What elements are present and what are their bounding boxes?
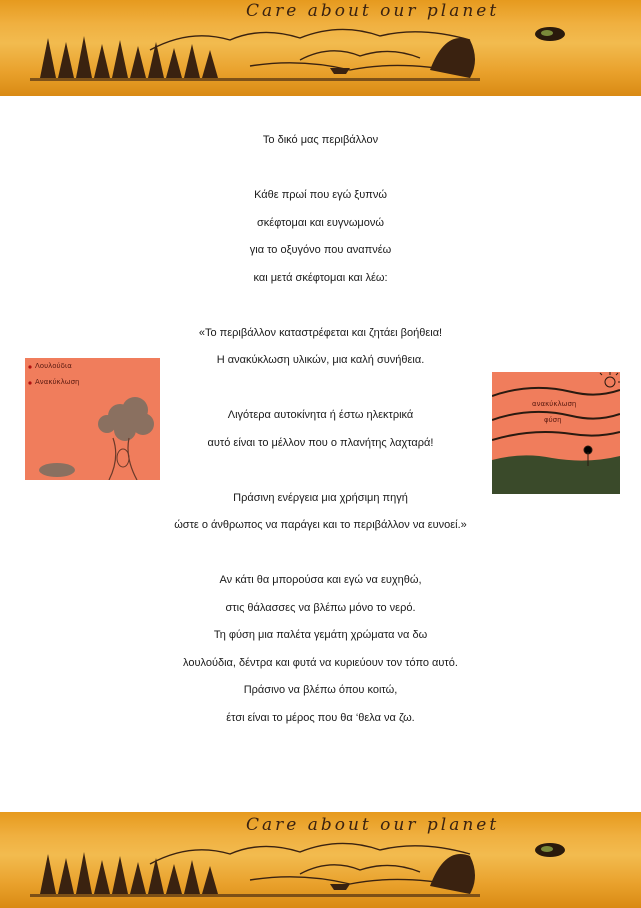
poem-line: σκέφτομαι και ευγνωμονώ [257, 216, 384, 229]
poem-line: αυτό είναι το μέλλον που ο πλανήτης λαχταρά! [207, 436, 434, 449]
poem-line: «Το περιβάλλον καταστρέφεται και ζητάει βοήθεια! [198, 326, 443, 339]
globe-icon [535, 27, 565, 41]
globe-icon [535, 843, 565, 857]
bottom-banner [0, 812, 641, 908]
poem-line: Η ανακύκλωση υλικών, μια καλή συνήθεια. [216, 354, 425, 366]
note-nature: φύση [544, 416, 562, 424]
poem-line: Τη φύση μια παλέτα γεμάτη χρώματα να δω [213, 629, 428, 641]
top-banner [0, 0, 641, 96]
note-recycling: Ανακύκλωση [35, 378, 80, 386]
poem-line: λουλούδια, δέντρα και φυτά να κυριεύουν τον τόπο αυτό. [183, 656, 458, 669]
poem-title: Το δικό μας περιβάλλον [262, 134, 379, 146]
poem-line: Πράσινο να βλέπω όπου κοιτώ, [243, 684, 398, 696]
poem-line: Αν κάτι θα μπορούσα και εγώ να ευχηθώ, [219, 574, 422, 586]
note-flowers: Λουλούδια [35, 362, 72, 370]
tree-drawing [25, 358, 160, 480]
poem-line: ώστε ο άνθρωπος να παράγει και το περιβάλλον να ευνοεί.» [174, 519, 467, 531]
banner-title: Care about our planet [246, 1, 500, 21]
banner-title: Care about our planet [246, 815, 500, 835]
poem-line: και μετά σκέφτομαι και λέω: [253, 271, 388, 284]
poem-line: Πράσινη ενέργεια μια χρήσιμη πηγή [233, 491, 408, 504]
poem-line: στις θάλασσες να βλέπω μόνο το νερό. [225, 601, 416, 614]
tree-illustration [25, 358, 160, 480]
poem-line: έτσι είναι το μέρος που θα ‘θελα να ζω. [226, 711, 415, 724]
note-recycling: ανακύκλωση [532, 400, 577, 408]
poem-line: Λιγότερα αυτοκίνητα ή έστω ηλεκτρικά [227, 409, 414, 421]
poem-line: για το οξυγόνο που αναπνέω [249, 244, 392, 256]
landscape-illustration [492, 372, 620, 494]
poem-line: Κάθε πρωί που εγώ ξυπνώ [254, 189, 387, 201]
landscape-drawing [492, 372, 620, 494]
